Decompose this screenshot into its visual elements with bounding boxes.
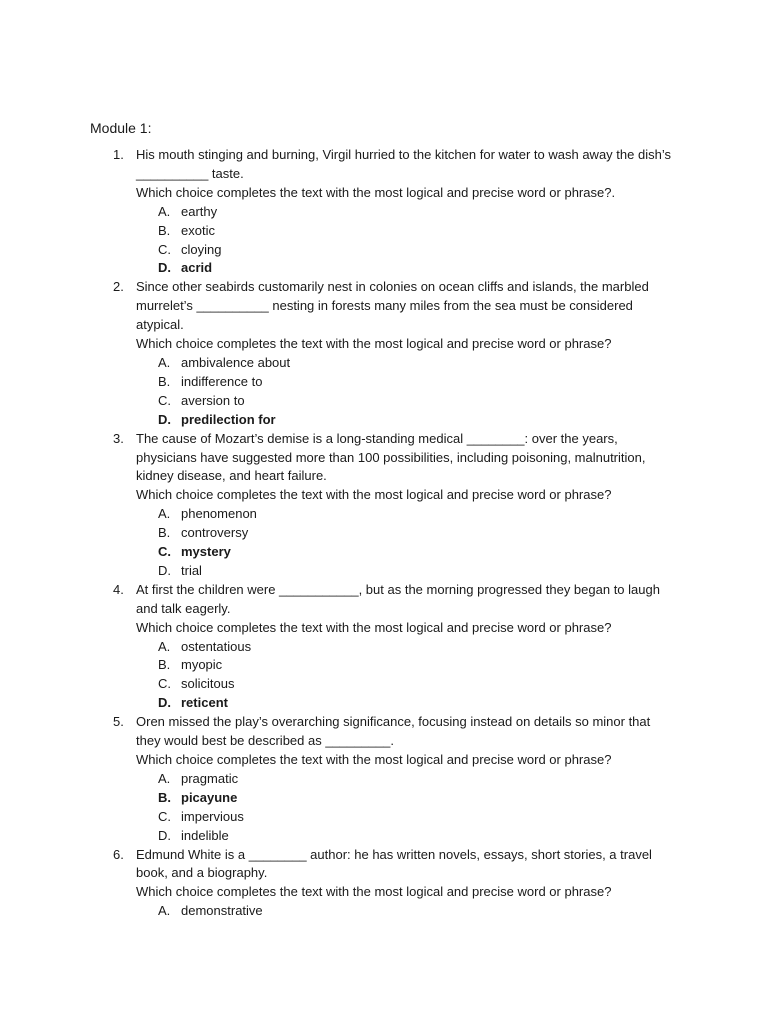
- question-text: Since other seabirds customarily nest in colonies on ocean cliffs and islands, the marbled murrelet’s __________ nesting in forests many miles from the sea must be considered atypical.: [136, 279, 649, 333]
- option-text: earthy: [181, 203, 218, 219]
- answer-option: [136, 562, 676, 581]
- answer-option-correct: [136, 789, 676, 808]
- answer-option: [136, 656, 676, 675]
- question-text: His mouth stinging and burning, Virgil hurried to the kitchen for water to wash away the dish’s __________ taste.: [136, 147, 671, 181]
- question-text: At first the children were ___________, but as the morning progressed they began to laugh and talk eagerly.: [136, 581, 660, 616]
- question-4: [0, 581, 676, 713]
- answer-option: [136, 808, 676, 827]
- answer-option: [136, 505, 676, 524]
- option-letter: C.: [158, 808, 171, 824]
- option-letter: A.: [158, 770, 171, 786]
- answer-option: [136, 392, 676, 411]
- option-text: phenomenon: [181, 506, 257, 522]
- question-6: [0, 846, 676, 922]
- option-text: exotic: [181, 222, 215, 238]
- question-list: [0, 146, 768, 921]
- question-number: 1.: [113, 147, 124, 162]
- answer-option-correct: [136, 543, 676, 562]
- question-5: [0, 713, 676, 845]
- answer-options: [136, 770, 676, 846]
- answer-option: [136, 638, 676, 657]
- module-heading: Module 1:: [90, 120, 152, 136]
- option-text: solicitous: [181, 676, 235, 692]
- answer-options: [136, 203, 676, 279]
- answer-option: [136, 524, 676, 543]
- question-prompt: Which choice completes the text with the most logical and precise word or phrase?: [136, 487, 612, 503]
- answer-option-correct: [136, 259, 676, 278]
- question-prompt: Which choice completes the text with the most logical and precise word or phrase?: [136, 336, 612, 352]
- answer-option: [136, 241, 676, 260]
- answer-options: [136, 354, 676, 430]
- option-letter: D.: [158, 562, 171, 578]
- question-number: 2.: [113, 279, 124, 295]
- option-text: cloying: [181, 241, 222, 257]
- answer-option: [136, 222, 676, 241]
- option-text: indifference to: [181, 373, 263, 389]
- question-text: The cause of Mozart’s demise is a long-standing medical ________: over the years, physicians have suggested more than 100 possibilities, including poisoning, malnutrition, kidney disease, and heart failure.: [136, 430, 646, 484]
- answer-option: [136, 354, 676, 373]
- answer-option-correct: [136, 411, 676, 430]
- option-letter: A.: [158, 203, 171, 219]
- option-letter: C.: [158, 544, 171, 560]
- option-text: acrid: [181, 260, 213, 276]
- option-letter: D.: [158, 695, 171, 711]
- question-prompt: Which choice completes the text with the most logical and precise word or phrase?.: [136, 184, 616, 200]
- option-letter: B.: [158, 525, 171, 541]
- option-letter: A.: [158, 638, 171, 654]
- question-prompt: Which choice completes the text with the most logical and precise word or phrase?: [136, 752, 612, 767]
- option-letter: C.: [158, 392, 171, 408]
- answer-option: [136, 675, 676, 694]
- option-letter: D.: [158, 260, 171, 276]
- option-letter: C.: [158, 676, 171, 692]
- question-text: Edmund White is a ________ author: he has written novels, essays, short stories, a travel book, and a biography.: [136, 846, 652, 881]
- answer-option: [136, 902, 676, 921]
- option-text: demonstrative: [181, 903, 263, 919]
- option-text: myopic: [181, 657, 223, 673]
- option-letter: D.: [158, 827, 171, 843]
- question-1: [0, 146, 676, 278]
- option-text: picayune: [181, 789, 238, 805]
- question-3: [0, 430, 676, 581]
- option-letter: B.: [158, 222, 171, 238]
- question-prompt: Which choice completes the text with the most logical and precise word or phrase?: [136, 884, 612, 900]
- option-letter: A.: [158, 903, 171, 919]
- question-text: Oren missed the play’s overarching significance, focusing instead on details so minor that they would best be described as _________.: [136, 714, 651, 749]
- option-text: ostentatious: [181, 638, 252, 654]
- option-text: controversy: [181, 525, 249, 541]
- answer-options: [136, 638, 676, 714]
- question-prompt: Which choice completes the text with the most logical and precise word or phrase?: [136, 619, 612, 635]
- answer-options: [136, 902, 676, 921]
- option-letter: B.: [158, 373, 171, 389]
- question-number: 5.: [113, 714, 124, 730]
- answer-option: [136, 827, 676, 846]
- option-text: trial: [181, 562, 202, 578]
- option-text: indelible: [181, 827, 229, 843]
- option-letter: A.: [158, 354, 171, 370]
- question-number: 3.: [113, 430, 124, 446]
- answer-option: [136, 770, 676, 789]
- question-number: 4.: [113, 581, 124, 597]
- option-text: predilection for: [181, 411, 276, 427]
- option-text: mystery: [181, 544, 231, 560]
- answer-option-correct: [136, 694, 676, 713]
- answer-options: [136, 505, 676, 581]
- option-letter: A.: [158, 506, 171, 522]
- option-letter: C.: [158, 241, 171, 257]
- option-text: ambivalence about: [181, 354, 291, 370]
- answer-option: [136, 373, 676, 392]
- option-text: pragmatic: [181, 770, 239, 786]
- option-letter: B.: [158, 657, 171, 673]
- option-letter: D.: [158, 411, 171, 427]
- question-2: [0, 278, 676, 429]
- answer-option: [136, 203, 676, 222]
- option-text: aversion to: [181, 392, 245, 408]
- question-number: 6.: [113, 846, 124, 862]
- option-text: impervious: [181, 808, 244, 824]
- option-text: reticent: [181, 695, 228, 711]
- option-letter: B.: [158, 789, 171, 805]
